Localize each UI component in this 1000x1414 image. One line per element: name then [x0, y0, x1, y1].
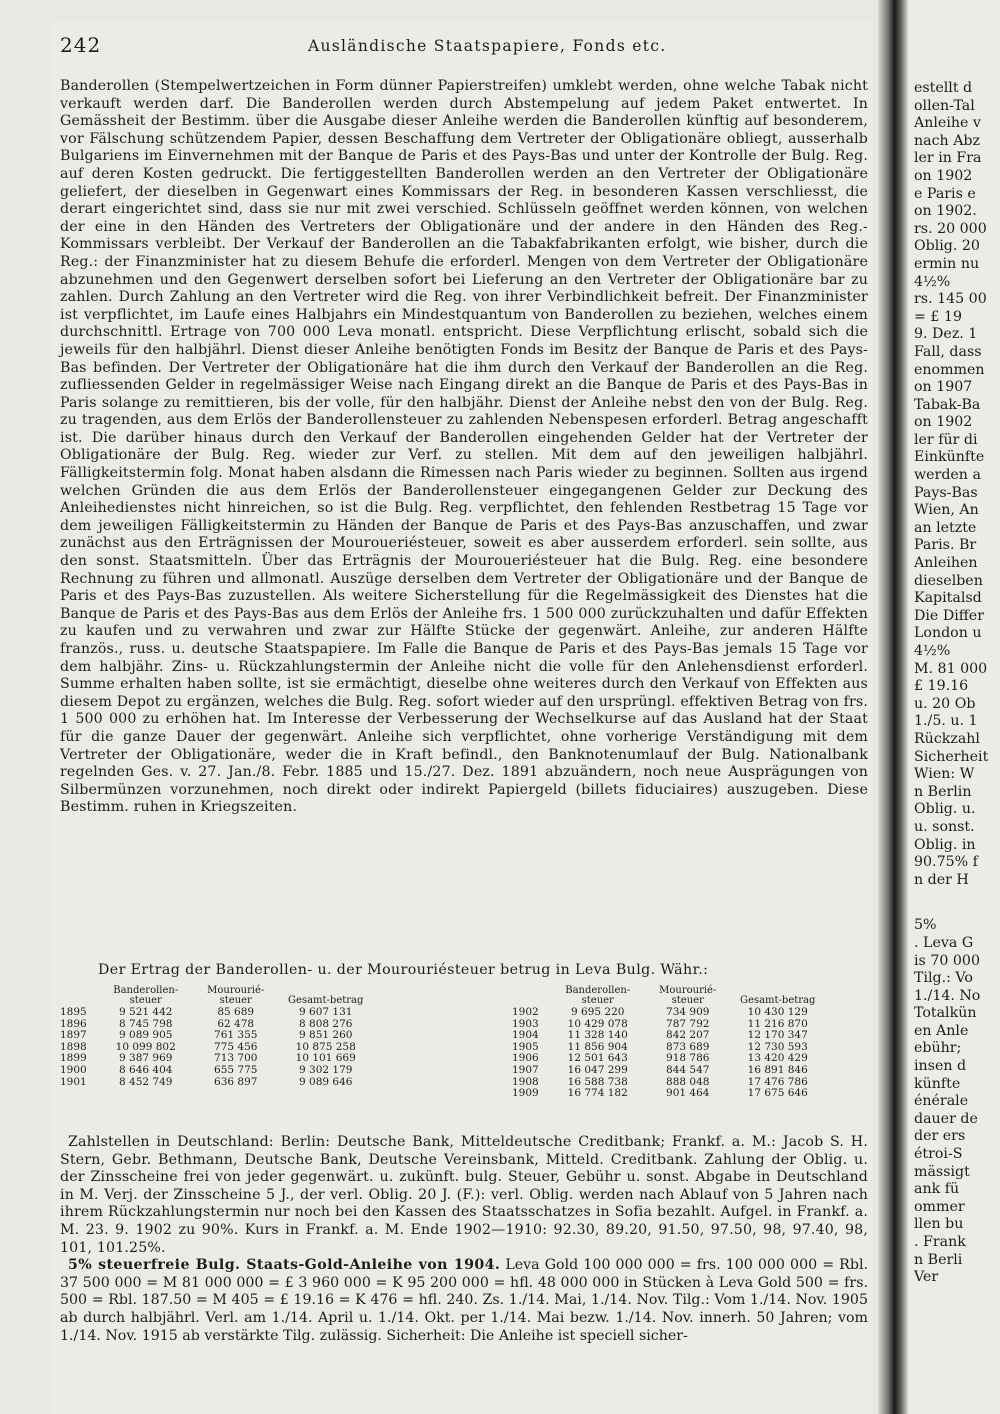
row-mourourie: 888 048	[666, 1075, 710, 1088]
adjacent-text-gap	[914, 889, 1000, 917]
row-banderollen: 9 387 969	[119, 1052, 173, 1065]
adjacent-text-line: ler in Fra	[914, 150, 982, 167]
adjacent-text-line: 1./14. No	[914, 987, 981, 1004]
adjacent-text-line: n Berlin	[914, 783, 972, 800]
row-banderollen: 9 695 220	[571, 1006, 625, 1018]
row-banderollen: 9 089 905	[119, 1029, 173, 1042]
adjacent-text-line: en Anle	[914, 1022, 969, 1039]
adjacent-text-line: . Leva G	[914, 934, 974, 951]
row-gesamt: 11 216 870	[747, 1017, 808, 1030]
row-banderollen: 9 521 442	[119, 1006, 173, 1018]
adjacent-text-line: dauer de	[914, 1110, 978, 1127]
adjacent-text-line: Anleihe v	[914, 115, 981, 132]
body-text	[60, 78, 868, 817]
adjacent-text-line: werden a	[914, 467, 981, 484]
adjacent-text-line: is 70 000	[914, 952, 980, 969]
adjacent-text-line: estellt d	[914, 80, 973, 96]
column-header-year	[60, 986, 101, 1007]
adjacent-text-line: Die Differ	[914, 607, 984, 624]
row-mourourie: 713 700	[214, 1052, 258, 1065]
adjacent-text-line: Pays-Bas	[914, 484, 978, 501]
adjacent-text-line: Einkünfte	[914, 449, 985, 466]
column-header-cell	[733, 986, 823, 1007]
row-banderollen: 16 774 182	[567, 1087, 628, 1100]
row-mourourie: 85 689	[217, 1006, 255, 1018]
adjacent-text-line: énérale	[914, 1093, 969, 1110]
running-head	[60, 33, 880, 59]
adjacent-text-line: dieselben	[914, 572, 983, 589]
adjacent-text-line: Tilg.: Vo	[914, 970, 973, 987]
yield-table-left	[60, 986, 371, 1088]
row-banderollen: 16 047 299	[567, 1063, 628, 1076]
adjacent-text-line: Totalkün	[914, 1005, 977, 1022]
adjacent-text-line: Tabak-Ba	[914, 396, 981, 413]
table-row	[60, 1065, 371, 1077]
adjacent-text-line: on 1902	[914, 167, 973, 184]
row-year: 1908	[512, 1075, 539, 1088]
row-mourourie: 655 775	[214, 1063, 258, 1076]
table-row	[60, 1077, 371, 1089]
adjacent-text-line: . Frank	[914, 1234, 966, 1250]
row-banderollen: 8 646 404	[119, 1063, 173, 1076]
loan-text: Leva Gold 100 000 000 = frs. 100 000 000 = Rbl. 37 500 000 = M 81 000 000 = £ 3 960 000 = K 95 200 000 = hfl. 48 000 000 in Stücken à Leva Gold 500 = frs. 500 = Rbl. 187.50 = M 405 = £ 19.16 = K 476 = hfl. 240. Zs. 1./14. Mai, 1./14. Nov. Tilg.: Vom 1./14. Nov. 1905 ab durch halbjährl. Verl. am 1./14. April u. 1./14. Okt. per 1./14. Mai bezw. 1./14. Nov. innerh. 50 Jahren; vom 1./14. Nov. 1915 ab verstärkte Tilg. zulässig. Sicherheit: Die Anleihe ist speciell sicher-	[60, 1257, 868, 1344]
adjacent-text-line: mässigt	[914, 1163, 970, 1180]
row-year: 1898	[60, 1040, 87, 1053]
adjacent-text-line: n der H	[914, 871, 969, 888]
row-banderollen: 12 501 643	[567, 1052, 628, 1065]
row-year: 1896	[60, 1017, 87, 1030]
row-mourourie: 918 786	[666, 1052, 710, 1065]
adjacent-text-line: u. sonst.	[914, 818, 975, 835]
row-gesamt: 10 430 129	[747, 1006, 808, 1018]
adjacent-text-line: nach Abz	[914, 132, 980, 149]
column-header-banderollen: Banderollen-steuer	[113, 985, 179, 1006]
adjacent-text-line: étroi-S	[914, 1146, 963, 1163]
adjacent-text-line: Kapitalsd	[914, 590, 982, 607]
row-banderollen: 16 588 738	[567, 1075, 628, 1088]
row-year: 1897	[60, 1029, 87, 1042]
row-mourourie: 901 464	[666, 1087, 710, 1100]
adjacent-text-line: an letzte	[914, 519, 977, 536]
yield-table-right	[512, 986, 823, 1100]
row-gesamt: 9 302 179	[299, 1063, 353, 1076]
row-year: 1905	[512, 1040, 539, 1053]
row-year: 1901	[60, 1075, 87, 1088]
adjacent-text-line: Wien: W	[914, 766, 975, 783]
row-mourourie: 873 689	[666, 1040, 710, 1053]
adjacent-text-line: 1./5. u. 1	[914, 713, 978, 730]
table-body-right	[512, 1007, 823, 1100]
adjacent-text-line: künfte	[914, 1075, 961, 1092]
row-gesamt: 8 808 276	[299, 1017, 353, 1030]
adjacent-text-line: on 1902.	[914, 203, 977, 220]
row-banderollen: 11 328 140	[567, 1029, 628, 1042]
row-banderollen: 10 099 802	[115, 1040, 176, 1053]
adjacent-text-line: 9. Dez. 1	[914, 326, 978, 343]
row-gesamt: 12 730 593	[747, 1040, 808, 1053]
row-gesamt: 9 607 131	[299, 1006, 353, 1018]
column-header-cell	[191, 986, 281, 1007]
row-gesamt: 12 170 347	[747, 1029, 808, 1042]
row-gesamt: 17 675 646	[747, 1087, 808, 1100]
adjacent-text-line: ommer	[914, 1198, 965, 1215]
adjacent-text-line: enommen	[914, 361, 985, 378]
loan-paragraph	[60, 1257, 868, 1345]
table-row	[512, 1088, 823, 1100]
after-table-text	[60, 1134, 868, 1345]
row-banderollen: 8 745 798	[119, 1017, 173, 1030]
adjacent-text-line: London u	[914, 625, 982, 642]
table-row	[512, 1007, 823, 1019]
adjacent-text-line: llen bu	[914, 1216, 964, 1233]
row-gesamt: 10 875 258	[295, 1040, 356, 1053]
row-mourourie: 844 547	[666, 1063, 710, 1076]
adjacent-text-line: rs. 20 000	[914, 220, 987, 237]
row-year: 1909	[512, 1087, 539, 1100]
adjacent-text-line: 4½%	[914, 643, 951, 659]
adjacent-text-line: Rückzahl	[914, 730, 980, 747]
adjacent-text-line: u. 20 Ob	[914, 695, 976, 712]
adjacent-text-line: ler für di	[914, 431, 978, 448]
adjacent-text-line: n Berli	[914, 1251, 963, 1268]
row-mourourie: 842 207	[666, 1029, 710, 1042]
row-banderollen: 10 429 078	[567, 1017, 628, 1030]
row-gesamt: 13 420 429	[747, 1052, 808, 1065]
adjacent-text-line: Anleihen	[914, 555, 978, 572]
table-body-left	[60, 1007, 371, 1088]
row-year: 1906	[512, 1052, 539, 1065]
row-year: 1907	[512, 1063, 539, 1076]
adjacent-text-line: e Paris e	[914, 185, 976, 202]
column-header-cell	[553, 986, 643, 1007]
row-year: 1900	[60, 1063, 87, 1076]
adjacent-text-line: M. 81 000	[914, 660, 988, 677]
body-paragraph: Banderollen (Stempelwertzeichen in Form dünner Papierstreifen) umklebt werden, ohne welche Tabak nicht verkauft werden darf. Die Banderollen werden durch Abstempelung auf jedem Paket entwertet. In Gemässheit der Bestimm. über die Ausgabe dieser Anleihe werden die Banderollen künftig auf besonderem, vor Fälschung schützendem Papier, dessen Beschaffung dem Vertreter der Obligationäre obliegt, ausserhalb Bulgariens im Einvernehmen mit der Banque de Paris et des Pays-Bas und unter der Kontrolle der Bulg. Reg. auf deren Kosten gedruckt. Die fertiggestellten Banderollen werden an den Vertreter der Obligationäre geliefert, der dieselben in Gegenwart eines Kommissars der Reg. in besonderen Kassen verschliesst, die derart eingerichtet sind, dass sie nur mit zwei verschied. Schlüsseln geöffnet werden können, von welchen der eine in den Händen des Vertreters der Obligationäre und der andere in den Händen des Reg.-Kommissars verbleibt. Der Verkauf der Banderollen an die Tabakfabrikanten erfolgt, wie bisher, durch die Reg.: der Finanzminister hat zu diesem Behufe die erforderl. Mengen von dem Vertreter der Obligationäre abzunehmen und den Gegenwert derselben sofort bei Lieferung an den Vertreter der Obligationäre bar zu zahlen. Durch Zahlung an den Vertreter wird die Reg. von ihrer Verbindlichkeit befreit. Der Finanzminister ist verpflichtet, im Laufe eines Halbjahrs ein Mindestquantum von Banderollen zu beziehen, welches einem durchschnittl. Ertrage von 700 000 Leva monatl. entspricht. Diese Verpflichtung erlischt, sobald sich die jeweils für den halbjährl. Dienst dieser Anleihe benötigten Fonds im Besitz der Banque de Paris et des Pays-Bas befinden. Der Vertreter der Obligationäre hat die ihm durch den Verkauf der Banderollen an die Reg. zufliessenden Gelder in regelmässiger Weise nach Eingang direkt an die Banque de Paris et des Pays-Bas in Paris solange zu remittieren, bis der volle, für den halbjähr. Dienst der Anleihe nebst den von der Bulg. Reg. zu tragenden, aus dem Erlös der Banderollensteuer zu zahlenden Nebenspesen erforderl. Betrag angeschafft ist. Die darüber hinaus durch den Verkauf der Banderollen eingehenden Gelder hat der Vertreter der Obligationäre der Bulg. Reg. wieder zur Verf. zu stellen. Mit dem auf den jeweiligen halbjährl. Fälligkeitstermin folg. Monat haben alsdann die Rimessen nach Paris wieder zu beginnen. Sollten aus irgend welchen Gründen die aus dem Erlös der Banderollensteuer eingegangenen Gelder zur Deckung des Anleihedienstes nicht hinreichen, so ist die Bulg. Reg. verpflichtet, den fehlenden Restbetrag 15 Tage vor dem jeweiligen Fälligkeitstermin zu Händen der Banque de Paris et des Pays-Bas anzuschaffen, und zwar zunächst aus den Erträgnissen der Mouroueriésteuer, soweit es aber ausserdem erforderl. sein sollte, aus den sonst. Staatsmitteln. Über das Erträgnis der Mouroueriésteuer hat die Bulg. Reg. eine besondere Rechnung zu führen und allmonatl. Auszüge derselben dem Vertreter der Obligationäre und der Banque de Paris et des Pays-Bas zuzustellen. Als weitere Sicherstellung für die Regelmässigkeit des Dienstes hat die Banque de Paris et des Pays-Bas aus dem Erlös der Anleihe frs. 1 500 000 zurückzuhalten und dafür Effekten zu kaufen und zu verwahren und zwar zur Hälfte Stücke der gegenwärt. Anleihe, zur anderen Hälfte französ., russ. u. deutsche Staatspapiere. Im Falle die Banque de Paris et des Pays-Bas jemals 15 Tage vor dem halbjähr. Zins- u. Rückzahlungstermin der Anleihe nicht die volle für den Anlehensdienst erforderl. Summe erhalten haben sollte, ist sie ermächtigt, dieselbe ohne weiteres durch den Verkauf von Effekten aus diesem Depot zu ergänzen, welches die Bulg. Reg. sofort wieder auf den ursprüngl. effektiven Betrag von frs. 1 500 000 zu erhöhen hat. Im Interesse der Verbesserung der Wechselkurse auf das Ausland hat der Staat für die ganze Dauer der gegenwärt. Anleihe sich verpflichtet, ohne vorherige Verständigung mit dem Vertreter der Obligationäre, weder die in Kraft befindl., den Banknotenumlauf der Bulg. Nationalbank regelnden Ges. v. 27. Jan./8. Febr. 1885 und 15./27. Dez. 1891 abzuändern, noch neue Ausprägungen von Silbermünzen vorzunehmen, noch direkt oder indirekt Papiergeld (billets fiduciaires) auszugeben. Diese Bestimm. ruhen in Kriegszeiten.	[60, 78, 868, 816]
adjacent-text-line: 5%	[914, 917, 937, 934]
adjacent-text-line: Oblig. in	[914, 836, 976, 853]
adjacent-text-line: Fall, dass	[914, 343, 982, 360]
row-year: 1904	[512, 1029, 539, 1042]
row-mourourie: 761 355	[214, 1029, 258, 1042]
column-header-gesamt: Gesamt-betrag	[740, 995, 816, 1006]
adjacent-text-line: = £ 19	[914, 308, 962, 325]
column-header-mourourie: Mourourié-steuer	[207, 985, 265, 1006]
adjacent-text-line: Oblig. 20	[914, 238, 980, 255]
loan-title: 5% steuerfreie Bulg. Staats-Gold-Anleihe von 1904.	[68, 1257, 501, 1274]
column-header-cell	[281, 986, 371, 1007]
adjacent-text-line: Paris. Br	[914, 537, 977, 554]
adjacent-text-line: on 1902	[914, 414, 973, 431]
paying-agents-paragraph: Zahlstellen in Deutschland: Berlin: Deutsche Bank, Mitteldeutsche Creditbank; Frankf. a. M.: Jacob S. H. Stern, Gebr. Bethmann, Deutsche Bank, Deutsche Vereinsbank, Mitteld. Creditbank. Zahlung der Oblig. u. der Zinsscheine frei von jeder gegenwärt. u. zukünft. bulg. Steuer, Gebühr u. sonst. Abgabe in Deutschland in M. Verj. der Zinsscheine 5 J., der verl. Oblig. 20 J. (F.): verl. Oblig. werden nach Ablauf von 5 Jahren nach ihrem Rückzahlungstermin nur noch bei den Kassen des Staatsschatzes in Sofia bezahlt. Aufgel. in Frankf. a. M. 23. 9. 1902 zu 90%. Kurs in Frankf. a. M. Ende 1902—1910: 92.30, 89.20, 91.50, 97.50, 98, 97.40, 98, 101, 101.25%.	[60, 1134, 868, 1256]
adjacent-text-line: ebühr;	[914, 1040, 962, 1057]
adjacent-text-line: Oblig. u.	[914, 801, 976, 818]
row-mourourie: 636 897	[214, 1075, 258, 1088]
adjacent-text-line: Sicherheit	[914, 748, 989, 765]
row-gesamt: 17 476 786	[747, 1075, 808, 1088]
adjacent-page-text	[914, 80, 1000, 1287]
adjacent-text-line: 4½%	[914, 273, 951, 290]
adjacent-text-line: on 1907	[914, 379, 973, 396]
column-header-cell	[101, 986, 191, 1007]
running-title: Ausländische Staatspapiere, Fonds etc.	[308, 37, 667, 55]
adjacent-text-line: rs. 145 00	[914, 291, 987, 308]
adjacent-text-line: ank fü	[914, 1181, 960, 1198]
adjacent-text-line: ollen-Tal	[914, 97, 975, 114]
page-number: 242	[60, 33, 102, 57]
row-year: 1902	[512, 1006, 539, 1018]
adjacent-text-line: Wien, An	[914, 502, 979, 519]
row-mourourie: 62 478	[217, 1017, 255, 1030]
column-header-gesamt: Gesamt-betrag	[288, 995, 364, 1006]
column-header-banderollen: Banderollen-steuer	[565, 985, 631, 1006]
adjacent-text-line: Ver	[914, 1269, 939, 1286]
row-year: 1895	[60, 1006, 87, 1018]
book-gutter	[878, 0, 908, 1414]
column-header-cell	[643, 986, 733, 1007]
row-year: 1903	[512, 1017, 539, 1030]
row-year: 1899	[60, 1052, 87, 1065]
column-header-year	[512, 986, 553, 1007]
table-row	[60, 1007, 371, 1019]
adjacent-text-line: insen d	[914, 1058, 967, 1075]
row-gesamt: 9 089 646	[299, 1075, 353, 1088]
row-gesamt: 9 851 260	[299, 1029, 353, 1042]
row-gesamt: 16 891 846	[747, 1063, 808, 1076]
table-caption: Der Ertrag der Banderollen- u. der Mourouriésteuer betrug in Leva Bulg. Währ.:	[98, 962, 709, 978]
adjacent-text-line: 90.75% f	[914, 854, 978, 871]
column-header-mourourie: Mourourié-steuer	[659, 985, 717, 1006]
adjacent-page	[908, 0, 1000, 1414]
row-mourourie: 734 909	[666, 1006, 710, 1018]
row-banderollen: 11 856 904	[567, 1040, 628, 1053]
adjacent-text-line: £ 19.16	[914, 678, 969, 695]
row-mourourie: 775 456	[214, 1040, 258, 1053]
row-gesamt: 10 101 669	[295, 1052, 356, 1065]
table-row	[512, 1065, 823, 1077]
adjacent-text-line: der ers	[914, 1128, 966, 1145]
adjacent-text-line: ermin nu	[914, 255, 980, 272]
row-mourourie: 787 792	[666, 1017, 710, 1030]
row-banderollen: 8 452 749	[119, 1075, 173, 1088]
